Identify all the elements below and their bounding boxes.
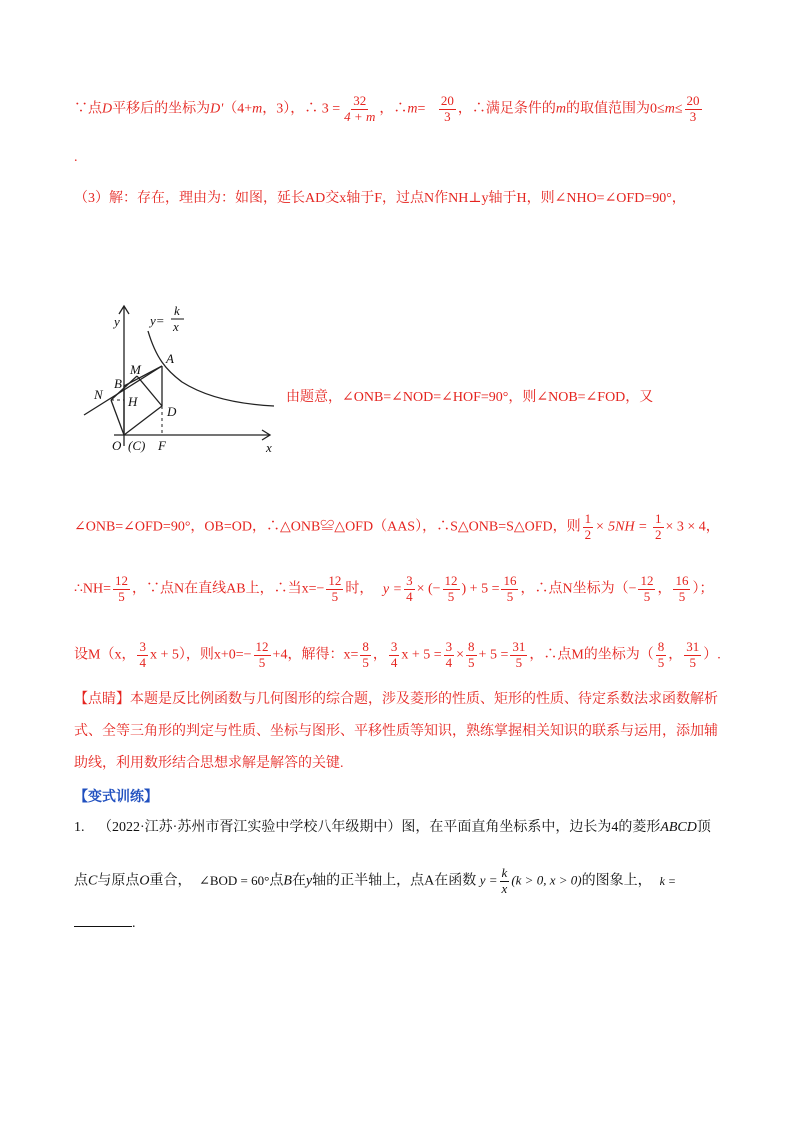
numerator: 16 <box>675 573 689 588</box>
text: ， <box>657 581 672 597</box>
denominator: 2 <box>655 526 662 542</box>
label-D: D <box>167 404 177 419</box>
denominator: 4 + m <box>344 108 376 124</box>
fraction <box>510 640 527 671</box>
numerator: 3 <box>445 639 453 654</box>
text: × (− <box>416 581 441 597</box>
text: 重合， <box>149 873 192 889</box>
numerator: 31 <box>512 639 526 654</box>
fraction <box>501 574 518 605</box>
dot-line: . <box>74 150 78 165</box>
numerator: 8 <box>468 639 475 654</box>
numerator: 20 <box>686 93 700 108</box>
fraction <box>342 94 377 125</box>
problem-line-2 <box>74 866 676 897</box>
text: + 5 = <box>478 647 509 663</box>
segment-OD <box>124 406 162 435</box>
denominator: 5 <box>643 588 651 604</box>
fraction <box>389 640 400 671</box>
fraction <box>673 574 690 605</box>
text: ，∵点N在直线AB上，∴当x=− <box>132 581 325 597</box>
answer-blank[interactable] <box>74 912 132 927</box>
var: O <box>139 873 150 889</box>
text: 轴的正半轴上，点 <box>312 873 425 889</box>
text: × 3 × 4， <box>665 519 720 535</box>
segment-ON <box>111 400 124 435</box>
denominator: 5 <box>362 654 369 670</box>
text: = <box>417 101 426 117</box>
numerator: 1 <box>655 511 662 526</box>
label-B: B <box>114 376 122 391</box>
var: m <box>555 101 566 117</box>
denominator: x <box>501 880 508 896</box>
denominator: 5 <box>468 654 475 670</box>
fraction <box>656 640 667 671</box>
text: x + 5 = <box>401 647 442 663</box>
denominator: 4 <box>390 654 398 670</box>
text: x + 5），则x+0=− <box>149 647 252 663</box>
fraction <box>443 574 460 605</box>
text: ) + 5 = <box>461 581 500 597</box>
numerator: 3 <box>390 639 398 654</box>
numerator: 32 <box>353 93 367 108</box>
text: 与原点 <box>97 873 140 889</box>
section-title: 【变式训练】 <box>74 790 158 805</box>
text: （4+ <box>223 101 253 117</box>
fraction <box>583 512 594 543</box>
text: 在函数 <box>434 873 477 889</box>
angle-expression: ∠BOD = 60° <box>198 872 270 888</box>
denominator: 4 <box>139 654 146 670</box>
text: (k > 0, x > 0) <box>511 872 582 888</box>
fraction <box>113 574 130 605</box>
text: ，∴ <box>379 101 408 117</box>
text: 平移后的坐标为 <box>112 101 211 117</box>
denominator: 4 <box>406 588 413 604</box>
text: ≤ <box>674 101 683 117</box>
text: ）； <box>692 581 714 597</box>
solution-line-4 <box>74 512 720 543</box>
label-O: O <box>112 438 122 453</box>
label-A: A <box>166 351 174 366</box>
fraction <box>444 640 455 671</box>
numerator: 12 <box>115 573 129 588</box>
text: k = <box>659 873 677 888</box>
solution-line-6 <box>74 640 721 671</box>
var: ABCD <box>660 820 697 835</box>
solution-line-3: 由题意，∠ONB=∠NOD=∠HOF=90°，则∠NOB=∠FOD，又 <box>286 390 654 405</box>
label-M: M <box>130 362 141 377</box>
geometry-figure <box>74 296 284 466</box>
text: ）. <box>703 647 721 663</box>
fraction <box>404 574 415 605</box>
text: ，3），∴ <box>262 101 319 117</box>
denominator: 3 <box>689 108 697 124</box>
denominator: 5 <box>515 654 523 670</box>
text: 时， <box>345 581 374 597</box>
var: m <box>664 101 675 117</box>
problem-line-3 <box>74 912 136 932</box>
fraction <box>500 866 510 897</box>
numerator: k <box>501 865 508 880</box>
var: C <box>88 873 98 889</box>
var: m <box>252 101 263 117</box>
numerator: 3 <box>406 573 413 588</box>
numerator: 8 <box>657 639 665 654</box>
denominator: 2 <box>584 526 592 542</box>
fraction <box>638 574 655 605</box>
denominator: 4 <box>445 654 453 670</box>
numerator: 31 <box>686 639 700 654</box>
solution-line-1 <box>74 94 704 125</box>
denominator: 5 <box>657 654 665 670</box>
text: 点 <box>269 873 284 889</box>
var: y <box>305 873 313 889</box>
denominator: 5 <box>678 588 686 604</box>
text: ，∴满足条件的 <box>457 101 556 117</box>
var: D <box>102 101 113 117</box>
text: 的图象上， <box>581 873 652 889</box>
text: 顶 <box>696 820 711 835</box>
label-C: (C) <box>128 438 146 453</box>
text: +4，解得：x= <box>272 647 359 663</box>
denominator: 5 <box>447 588 455 604</box>
denominator: 5 <box>506 588 514 604</box>
problem-line-1 <box>74 816 711 836</box>
text: ∠ONB=∠OFD=90°，OB=OD，∴△ONB≌△OFD（AAS），∴S△ONB=S△OFD，则 <box>74 519 581 535</box>
numerator: 3 <box>139 639 146 654</box>
numerator: 12 <box>328 573 342 588</box>
text: ∵点 <box>74 101 102 117</box>
label-N: N <box>94 387 103 402</box>
numerator: 12 <box>444 573 458 588</box>
text: × 5NH = <box>595 519 648 535</box>
equation-lhs: 3 = <box>321 101 341 117</box>
var: m <box>407 101 418 117</box>
denominator: 5 <box>258 654 266 670</box>
var: A <box>424 873 435 889</box>
text: y = <box>382 581 403 597</box>
text: 设M（x， <box>74 647 136 663</box>
fraction <box>685 94 702 125</box>
text: ，∴点M的坐标为（ <box>529 647 654 663</box>
fraction <box>466 640 477 671</box>
text: ，∴点N坐标为（− <box>520 581 637 597</box>
text: （2022·江苏·苏州市胥江实验中学校八年级期中）图，在平面直角坐标系中，边长为4的菱形 <box>98 820 661 835</box>
denominator: 5 <box>689 654 697 670</box>
problem-number: 1. <box>74 820 85 835</box>
fraction <box>684 640 701 671</box>
segment-MD <box>137 376 162 406</box>
denominator: 5 <box>118 588 125 604</box>
label-F: F <box>158 438 166 453</box>
label-x: x <box>266 440 272 455</box>
fraction <box>439 94 456 125</box>
text: 点 <box>74 873 88 889</box>
text: ∴NH= <box>74 581 112 597</box>
numerator: 12 <box>640 573 654 588</box>
text: y = <box>479 872 498 888</box>
numerator: 20 <box>440 93 454 108</box>
numerator: 1 <box>584 511 592 526</box>
text: 在 <box>291 873 306 889</box>
text: ， <box>668 647 683 663</box>
numerator: 8 <box>362 639 369 654</box>
fraction <box>326 574 343 605</box>
solution-line-5 <box>74 574 713 605</box>
text: × <box>456 647 465 663</box>
var: D' <box>210 101 224 117</box>
comment-paragraph: 【点睛】本题是反比例函数与几何图形的综合题，涉及菱形的性质、矩形的性质、待定系数法求函数解析式、全等三角形的判定与性质、坐标与图形、平移性质等知识，熟练掌握相关知识的联系与运用，添加辅助线，利用数形结合思想求解是解答的关键. <box>74 692 718 771</box>
label-y: y <box>114 314 120 329</box>
denominator: 5 <box>331 588 339 604</box>
fraction <box>254 640 271 671</box>
solution-line-2: （3）解：存在，理由为：如图，延长AD交x轴于F，过点N作NH⊥y轴于H，则∠NHO=∠OFD=90°， <box>74 191 686 206</box>
text: . <box>132 916 136 931</box>
label-H: H <box>128 394 138 409</box>
label-curve-lhs: y= <box>150 313 165 328</box>
fraction <box>137 640 148 671</box>
label-curve-d: x <box>173 319 179 334</box>
fraction <box>653 512 664 543</box>
text: ， <box>372 647 387 663</box>
var: B <box>283 873 292 889</box>
numerator: 16 <box>503 573 517 588</box>
hyperbola-curve <box>148 331 274 406</box>
numerator: 12 <box>255 639 269 654</box>
fraction <box>360 640 371 671</box>
label-curve-n: k <box>174 303 180 318</box>
text: 的取值范围为0≤ <box>566 101 665 117</box>
denominator: 3 <box>444 108 451 124</box>
